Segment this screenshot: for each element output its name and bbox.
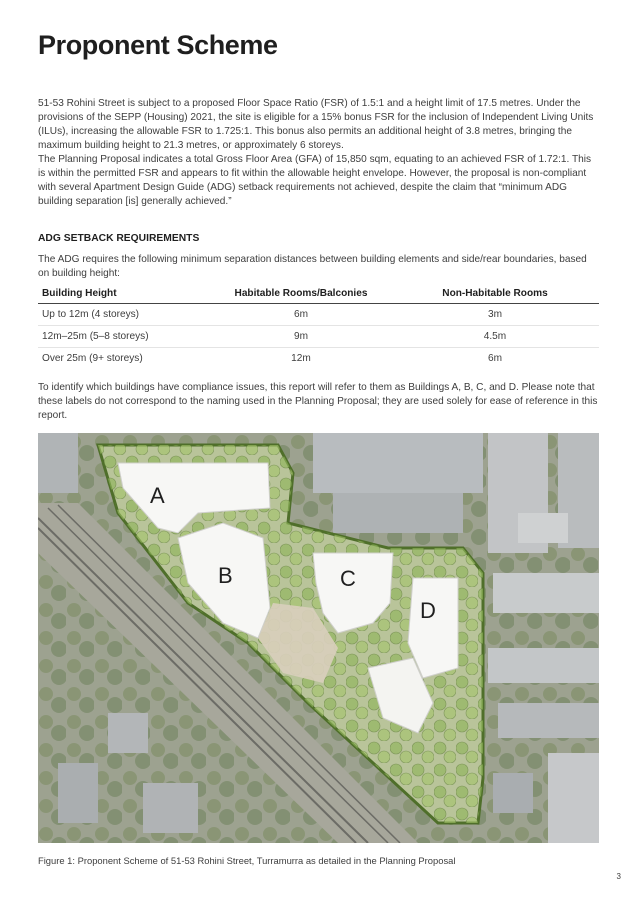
- site-plan-aerial: [38, 433, 599, 843]
- table-cell: 6m: [487, 353, 503, 364]
- table-cell: 12m: [291, 353, 311, 364]
- intro-paragraph: 51-53 Rohini Street is subject to a proposed Floor Space Ratio (FSR) of 1.5:1 and a height limit of 17.5 metres. Under the provisions of the SEPP (Housing) 2021, the site is eligible for a 15% bonus FSR for the inclusion of Independent Living Units (ILUs), increasing the allowable FSR to 1.725:1. This bonus also permits an additional height of 3.8 metres, bringing the maximum building height to 21.3 metres, or approximately 6 storeys.: [38, 98, 594, 151]
- table-row: [38, 304, 599, 326]
- table-header: Building Height: [38, 285, 211, 304]
- building-label-c: C: [340, 566, 356, 591]
- table-header-row: [38, 285, 599, 304]
- table-cell: 4.5m: [391, 326, 599, 348]
- building-label-d: D: [420, 598, 436, 623]
- table-cell: Up to 12m (4 storeys): [38, 304, 211, 326]
- table-row: [38, 348, 599, 370]
- section-heading: ADG SETBACK REQUIREMENTS: [38, 233, 200, 244]
- table-cell: 12m–25m (5–8 storeys): [38, 326, 211, 348]
- page-number: 3: [616, 872, 621, 881]
- building-label-b: B: [218, 563, 233, 588]
- adg-paragraph: The ADG requires the following minimum separation distances between building elements and side/rear boundaries, based on building height:: [38, 254, 587, 279]
- table-cell: 6m: [211, 304, 391, 326]
- adg-setback-table: [38, 285, 599, 369]
- table-header: Habitable Rooms/Balconies: [211, 285, 391, 304]
- table-cell: 3m: [391, 304, 599, 326]
- table-cell: 9m: [211, 326, 391, 348]
- building-labels-paragraph: To identify which buildings have compliance issues, this report will refer to them as Buildings A, B, C, and D. Please note that these labels do not correspond to the naming used in the Planning Proposal; they are used solely for ease of reference in this report.: [38, 382, 598, 421]
- table-cell: Over 25m (9+ storeys): [42, 353, 143, 364]
- site-plan-figure: [38, 433, 599, 843]
- building-label-a: A: [150, 483, 165, 508]
- table-header: Non-Habitable Rooms: [391, 285, 599, 304]
- gfa-paragraph: The Planning Proposal indicates a total Gross Floor Area (GFA) of 15,850 sqm, equating to an achieved FSR of 1.72:1. This is within the permitted FSR and appears to fit within the allowable height envelope. However, the proposal is non-compliant with several Apartment Design Guide (ADG) setback requirements not achieved, despite the claim that “minimum ADG building separation [is] generally achieved.”: [38, 154, 592, 207]
- page-title: Proponent Scheme: [38, 30, 278, 60]
- table-row: [38, 326, 599, 348]
- figure-caption: Figure 1: Proponent Scheme of 51-53 Rohini Street, Turramurra as detailed in the Planning Proposal: [38, 855, 456, 866]
